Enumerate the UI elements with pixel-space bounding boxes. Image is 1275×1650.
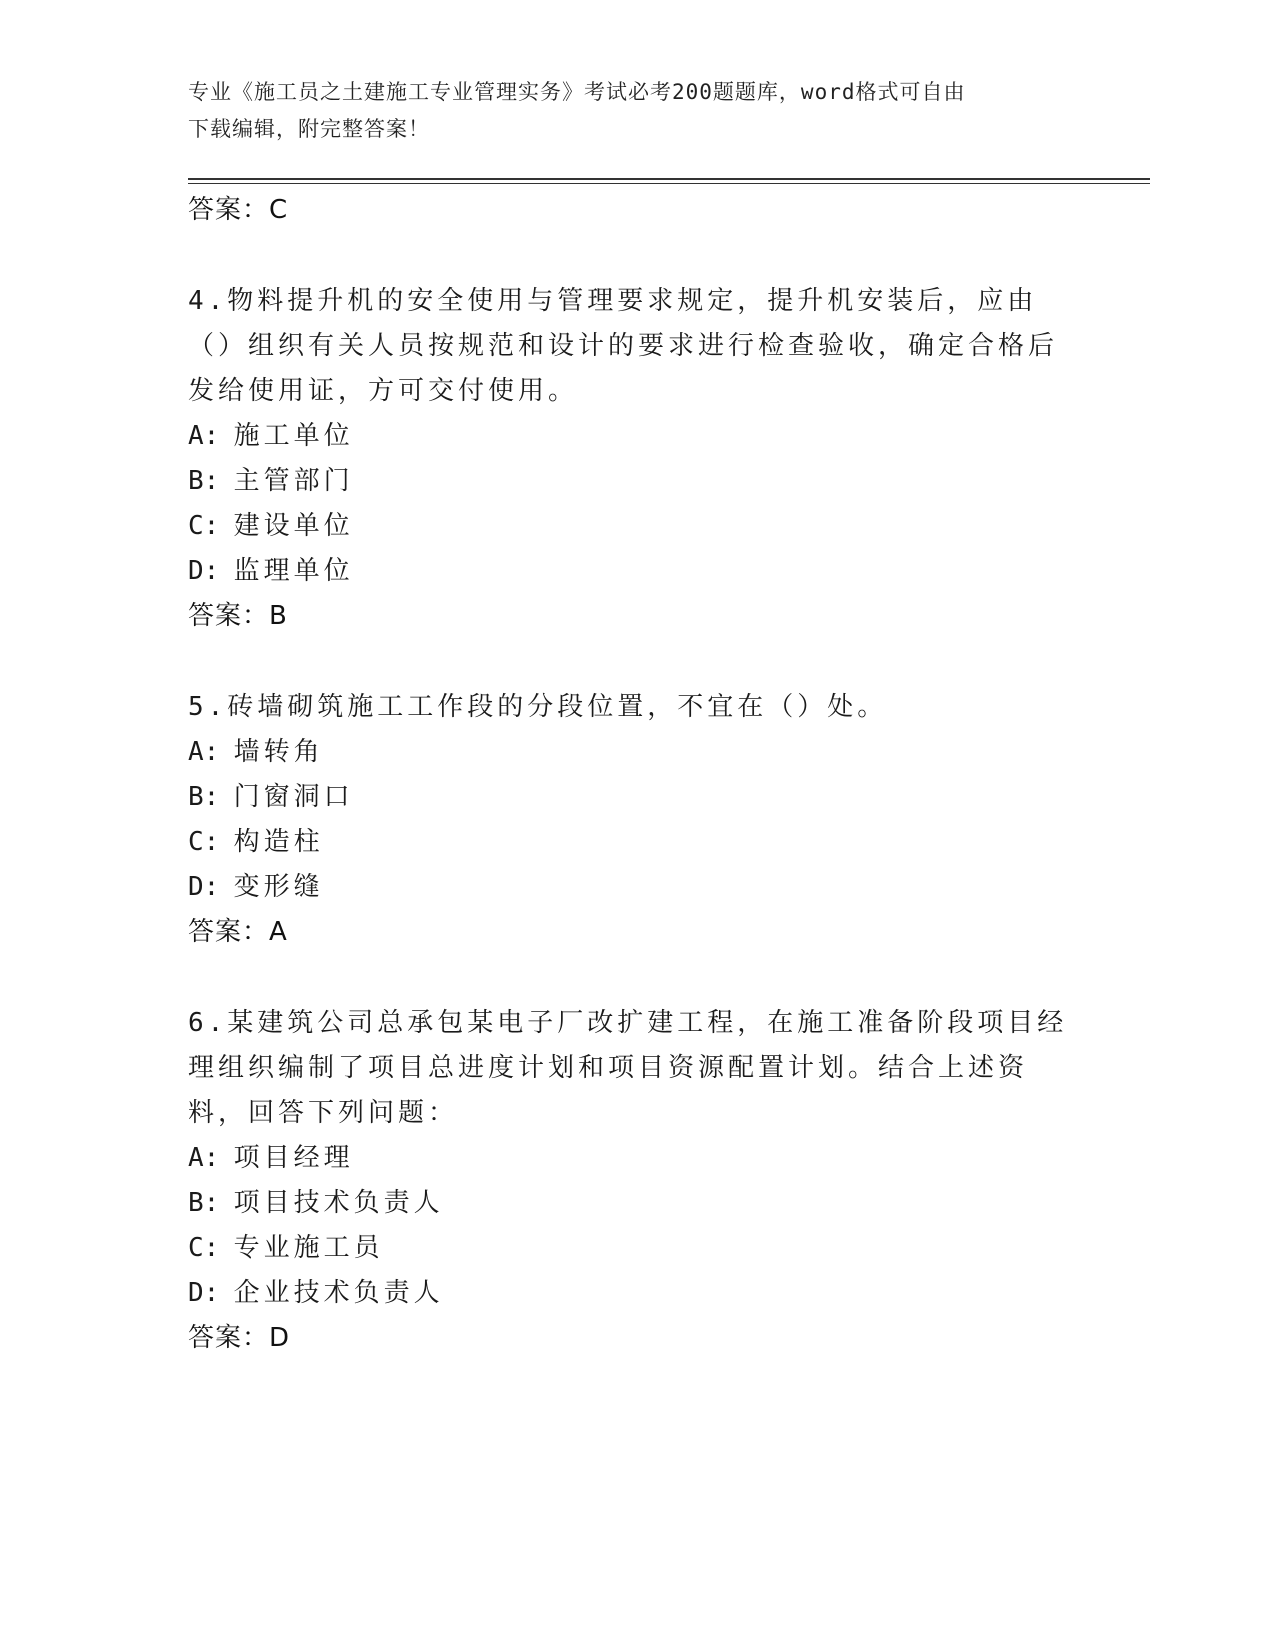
header-rule-thick	[188, 178, 1150, 180]
option-text: 变形缝	[233, 872, 324, 902]
option-c: C: 专业施工员	[188, 1233, 384, 1263]
option-a: A: 墙转角	[188, 737, 324, 767]
option-letter: A	[188, 737, 204, 767]
option-c: C: 构造柱	[188, 827, 324, 857]
option-letter: D	[188, 1278, 204, 1308]
answer-line: 答案：A	[188, 917, 288, 947]
header-rule-thin	[188, 183, 1150, 184]
option-text: 构造柱	[233, 827, 324, 857]
question-5	[188, 685, 1068, 955]
question-stem: 6.某建筑公司总承包某电子厂改扩建工程，在施工准备阶段项目经理组织编制了项目总进度计划和项目资源配置计划。结合上述资料，回答下列问题：	[188, 1008, 1068, 1128]
header-line-2: 下载编辑，附完整答案！	[188, 117, 430, 141]
header-line-1: 专业《施工员之土建施工专业管理实务》考试必考200题题库，word格式可自由	[188, 80, 966, 104]
option-text: 项目经理	[233, 1143, 354, 1173]
option-text: 企业技术负责人	[233, 1278, 444, 1308]
option-d: D: 企业技术负责人	[188, 1278, 444, 1308]
option-letter: C	[188, 511, 204, 541]
option-d: D: 变形缝	[188, 872, 324, 902]
question-stem: 5.砖墙砌筑施工工作段的分段位置，不宜在（）处。	[188, 692, 888, 722]
option-text: 项目技术负责人	[233, 1188, 444, 1218]
option-a: A: 施工单位	[188, 421, 354, 451]
question-stem: 4.物料提升机的安全使用与管理要求规定，提升机安装后，应由（）组织有关人员按规范和设计的要求进行检查验收，确定合格后发给使用证，方可交付使用。	[188, 286, 1059, 406]
option-b: B: 项目技术负责人	[188, 1188, 444, 1218]
question-6	[188, 1001, 1068, 1361]
option-text: 建设单位	[233, 511, 354, 541]
option-letter: C	[188, 1233, 204, 1263]
option-letter: B	[188, 1188, 204, 1218]
option-c: C: 建设单位	[188, 511, 354, 541]
option-text: 墙转角	[233, 737, 324, 767]
option-letter: B	[188, 782, 204, 812]
option-letter: A	[188, 421, 204, 451]
option-letter: B	[188, 466, 204, 496]
option-letter: D	[188, 872, 204, 902]
question-4	[188, 279, 1068, 639]
option-b: B: 主管部门	[188, 466, 354, 496]
document-body	[188, 188, 1068, 1361]
option-letter: C	[188, 827, 204, 857]
answer-line: 答案：B	[188, 601, 288, 631]
answer-line: 答案：D	[188, 1323, 291, 1353]
option-b: B: 门窗洞口	[188, 782, 354, 812]
document-header	[188, 74, 1068, 148]
option-text: 专业施工员	[233, 1233, 384, 1263]
option-text: 门窗洞口	[233, 782, 354, 812]
option-a: A: 项目经理	[188, 1143, 354, 1173]
option-text: 监理单位	[233, 556, 354, 586]
option-text: 主管部门	[233, 466, 354, 496]
option-text: 施工单位	[233, 421, 354, 451]
option-d: D: 监理单位	[188, 556, 354, 586]
option-letter: D	[188, 556, 204, 586]
option-letter: A	[188, 1143, 204, 1173]
answer-line: 答案：C	[188, 195, 289, 225]
